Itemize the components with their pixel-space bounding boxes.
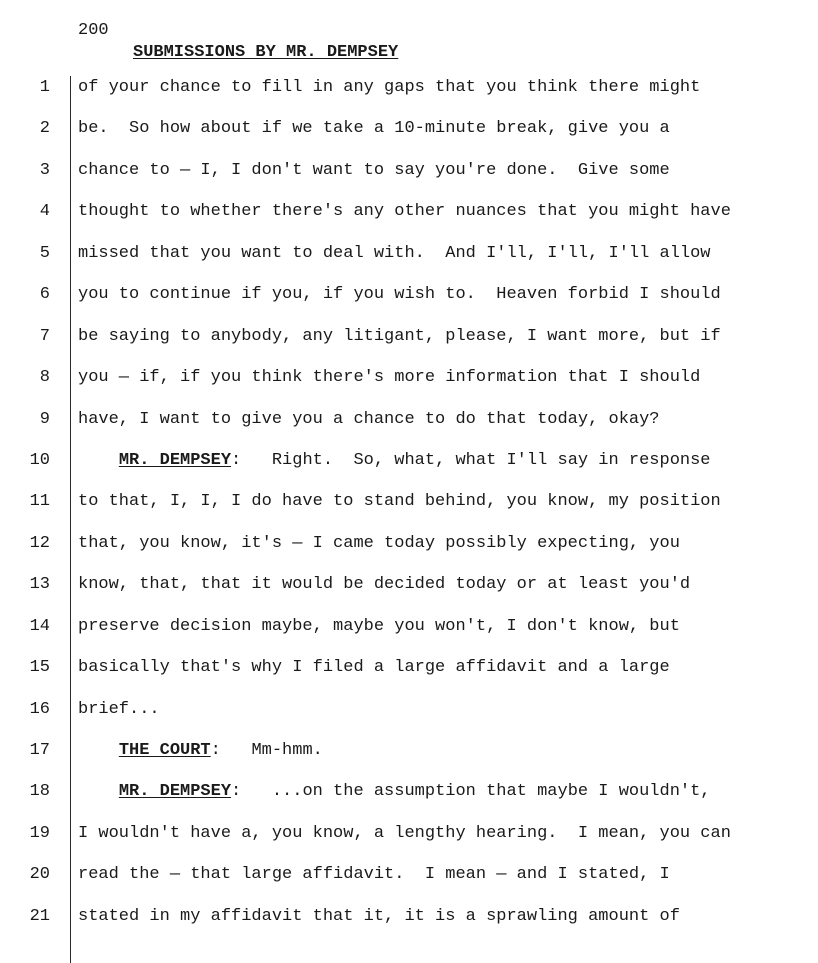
transcript-line xyxy=(0,740,818,781)
line-number: 11 xyxy=(29,492,50,512)
line-number: 1 xyxy=(39,78,50,97)
transcript-line xyxy=(0,77,818,118)
line-text: basically that's why I filed a large affidavit and a large xyxy=(78,658,670,678)
line-text: be. So how about if we take a 10-minute break, give you a xyxy=(78,119,670,139)
transcript-line xyxy=(0,160,818,201)
page-number: 200 xyxy=(78,21,109,40)
transcript-line xyxy=(0,491,818,532)
line-text: preserve decision maybe, maybe you won't, I don't know, but xyxy=(78,616,680,636)
transcript-line xyxy=(0,823,818,864)
transcript-line xyxy=(0,616,818,657)
line-number: 8 xyxy=(39,368,50,388)
transcript-line xyxy=(0,326,818,367)
transcript-line xyxy=(0,657,818,698)
line-number: 12 xyxy=(29,533,50,553)
section-heading: SUBMISSIONS BY MR. DEMPSEY xyxy=(133,43,399,62)
line-number: 18 xyxy=(29,782,50,802)
speech-text: Mm-hmm. xyxy=(220,741,323,760)
line-number: 9 xyxy=(39,409,50,429)
transcript-line xyxy=(0,409,818,450)
speaker-label: MR. DEMPSEY xyxy=(118,450,232,470)
line-text: I wouldn't have a, you know, a lengthy hearing. I mean, you can xyxy=(78,823,731,843)
line-text: missed that you want to deal with. And I'll, I'll, I'll allow xyxy=(78,243,711,263)
line-number: 19 xyxy=(29,823,50,843)
line-text: read the — that large affidavit. I mean — and I stated, I xyxy=(78,865,670,885)
line-number: 14 xyxy=(29,616,50,636)
speaker-label: MR. DEMPSEY xyxy=(118,782,232,802)
line-text: to that, I, I, I do have to stand behind, you know, my position xyxy=(78,492,721,512)
line-number: 21 xyxy=(29,906,50,926)
line-text: have, I want to give you a chance to do that today, okay? xyxy=(78,409,660,429)
line-number: 16 xyxy=(29,699,50,719)
line-text: stated in my affidavit that it, it is a sprawling amount of xyxy=(78,906,680,926)
line-text: thought to whether there's any other nuances that you might have xyxy=(78,202,731,222)
transcript-line xyxy=(0,699,818,740)
transcript-line xyxy=(0,118,818,159)
transcript-line xyxy=(0,906,818,947)
line-text: know, that, that it would be decided today or at least you'd xyxy=(78,575,691,595)
transcript-line xyxy=(0,450,818,491)
line-number: 13 xyxy=(29,575,50,595)
line-text: THE COURT: Mm-hmm. xyxy=(118,741,323,760)
line-text: brief... xyxy=(78,699,160,719)
transcript-body xyxy=(0,77,818,947)
line-text: be saying to anybody, any litigant, please, I want more, but if xyxy=(78,326,721,346)
line-text: chance to — I, I don't want to say you're done. Give some xyxy=(78,160,670,180)
transcript-line xyxy=(0,533,818,574)
line-number: 10 xyxy=(29,450,50,470)
transcript-line xyxy=(0,864,818,905)
line-number: 7 xyxy=(39,326,50,346)
line-number: 2 xyxy=(39,119,50,139)
line-number: 17 xyxy=(29,741,50,760)
line-number: 20 xyxy=(29,865,50,885)
line-text: you to continue if you, if you wish to. Heaven forbid I should xyxy=(78,285,721,305)
speaker-label: THE COURT xyxy=(118,741,211,760)
line-number: 5 xyxy=(39,243,50,263)
line-number: 15 xyxy=(29,658,50,678)
line-number: 6 xyxy=(39,285,50,305)
line-number: 4 xyxy=(39,202,50,222)
speech-text: Right. So, what, what I'll say in response xyxy=(241,450,711,470)
line-text: you — if, if you think there's more information that I should xyxy=(78,368,701,388)
transcript-line xyxy=(0,367,818,408)
transcript-line xyxy=(0,781,818,822)
transcript-line xyxy=(0,574,818,615)
line-text: that, you know, it's — I came today possibly expecting, you xyxy=(78,533,680,553)
line-text: MR. DEMPSEY: ...on the assumption that maybe I wouldn't, xyxy=(118,782,711,802)
transcript-line xyxy=(0,201,818,242)
transcript-line xyxy=(0,243,818,284)
line-text: of your chance to fill in any gaps that you think there might xyxy=(78,78,701,97)
line-number: 3 xyxy=(39,160,50,180)
transcript-line xyxy=(0,284,818,325)
speech-text: ...on the assumption that maybe I wouldn't, xyxy=(241,782,711,802)
line-text: MR. DEMPSEY: Right. So, what, what I'll say in response xyxy=(118,450,711,470)
